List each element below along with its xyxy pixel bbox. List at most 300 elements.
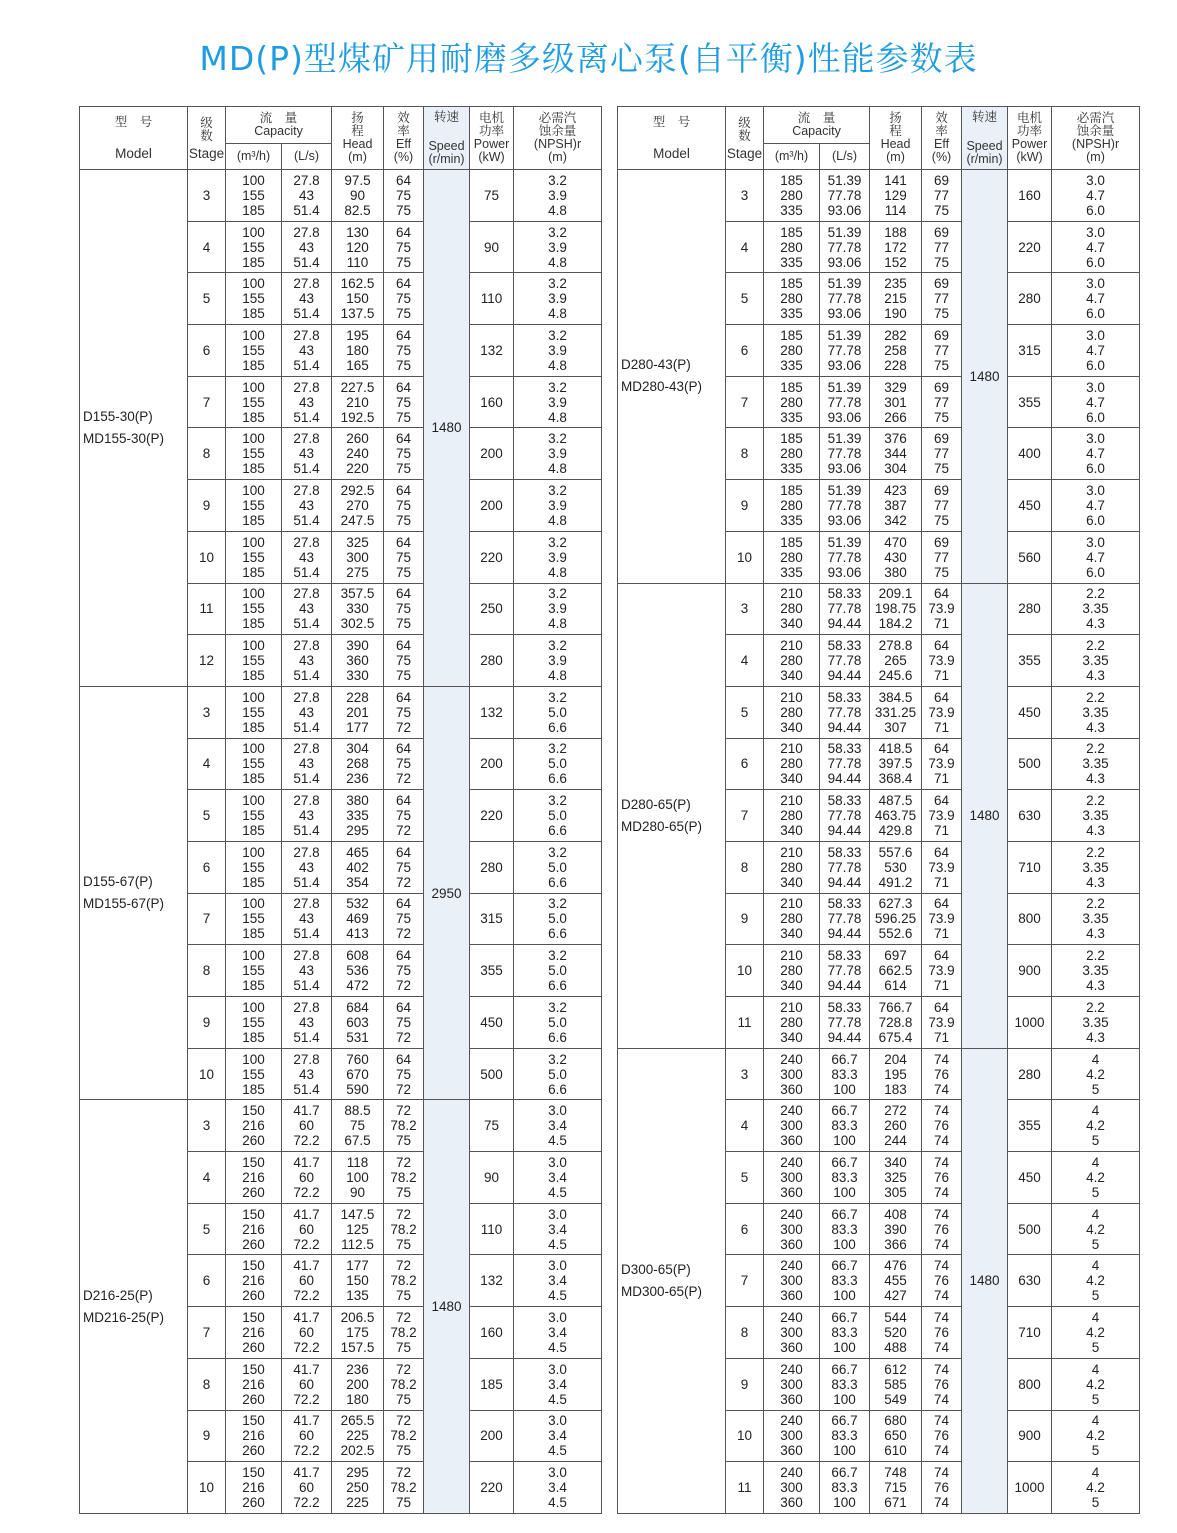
stage-cell: 8	[188, 428, 226, 480]
power-cell: 355	[1008, 635, 1052, 687]
head-cell: 227.5 210 192.5	[332, 376, 384, 428]
capacity-m3h-cell: 240 300 360	[764, 1100, 820, 1152]
table-row	[618, 170, 1140, 222]
stage-cell: 4	[726, 1100, 764, 1152]
stage-cell: 5	[726, 1152, 764, 1204]
head-cell: 697 662.5 614	[870, 945, 922, 997]
capacity-m3h-cell: 100 155 185	[226, 273, 282, 325]
head-cell: 376 344 304	[870, 428, 922, 480]
head-cell: 282 258 228	[870, 325, 922, 377]
model-name: D155-67(P)	[83, 874, 153, 890]
head-cell: 557.6 530 491.2	[870, 841, 922, 893]
head-cell: 295 250 225	[332, 1462, 384, 1514]
stage-cell: 4	[188, 1152, 226, 1204]
capacity-m3h-cell: 240 300 360	[764, 1203, 820, 1255]
speed-cell: 1480	[424, 1100, 470, 1514]
head-cell: 304 268 236	[332, 738, 384, 790]
table-row	[80, 686, 602, 738]
power-cell: 450	[1008, 686, 1052, 738]
capacity-m3h-cell: 240 300 360	[764, 1307, 820, 1359]
head-cell: 408 390 366	[870, 1203, 922, 1255]
speed-cell: 1480	[424, 170, 470, 687]
head-cell: 384.5 331.25 307	[870, 686, 922, 738]
head-cell: 680 650 610	[870, 1410, 922, 1462]
speed-cell: 1480	[962, 583, 1008, 1048]
header-row-1	[618, 107, 1140, 144]
head-cell: 188 172 152	[870, 221, 922, 273]
capacity-ls-cell: 27.8 43 51.4	[282, 170, 332, 222]
eff-cell: 72 78.2 75	[384, 1100, 424, 1152]
head-cell: 88.5 75 67.5	[332, 1100, 384, 1152]
capacity-ls-cell: 58.33 77.78 94.44	[820, 635, 870, 687]
capacity-ls-cell: 58.33 77.78 94.44	[820, 997, 870, 1049]
power-cell: 900	[1008, 1410, 1052, 1462]
stage-cell: 3	[726, 170, 764, 222]
capacity-ls-cell: 27.8 43 51.4	[282, 273, 332, 325]
header-capacity: 流 量 Capacity	[226, 107, 332, 144]
head-cell: 130 120 110	[332, 221, 384, 273]
eff-cell: 64 73.9 71	[922, 583, 962, 635]
eff-cell: 64 73.9 71	[922, 790, 962, 842]
eff-cell: 74 76 74	[922, 1203, 962, 1255]
stage-cell: 7	[726, 376, 764, 428]
head-cell: 228 201 177	[332, 686, 384, 738]
model-name: MD155-67(P)	[83, 896, 165, 912]
npsh-cell: 4 4.2 5	[1052, 1462, 1140, 1514]
stage-cell: 3	[726, 1048, 764, 1100]
power-cell: 355	[1008, 1100, 1052, 1152]
eff-cell: 72 78.2 75	[384, 1307, 424, 1359]
capacity-m3h-cell: 100 155 185	[226, 841, 282, 893]
header-model-cn: 型 号	[652, 115, 691, 129]
eff-cell: 69 77 75	[922, 531, 962, 583]
model-name: MD216-25(P)	[83, 1309, 165, 1325]
power-cell: 160	[1008, 170, 1052, 222]
capacity-m3h-cell: 100 155 185	[226, 893, 282, 945]
npsh-cell: 2.2 3.35 4.3	[1052, 686, 1140, 738]
stage-cell: 10	[726, 531, 764, 583]
npsh-cell: 4 4.2 5	[1052, 1255, 1140, 1307]
capacity-m3h-cell: 150 216 260	[226, 1410, 282, 1462]
header-stage: 级 数 Stage	[726, 107, 764, 170]
eff-cell: 64 73.9 71	[922, 841, 962, 893]
capacity-ls-cell: 27.8 43 51.4	[282, 841, 332, 893]
power-cell: 280	[1008, 273, 1052, 325]
power-cell: 710	[1008, 1307, 1052, 1359]
eff-cell: 74 76 74	[922, 1048, 962, 1100]
stage-cell: 9	[188, 1410, 226, 1462]
eff-cell: 69 77 75	[922, 325, 962, 377]
capacity-ls-cell: 66.7 83.3 100	[820, 1307, 870, 1359]
header-speed: 转速 Speed (r/min)	[424, 107, 470, 170]
stage-cell: 10	[726, 1410, 764, 1462]
power-cell: 160	[470, 376, 514, 428]
capacity-ls-cell: 27.8 43 51.4	[282, 583, 332, 635]
head-cell: 423 387 342	[870, 480, 922, 532]
head-cell: 204 195 183	[870, 1048, 922, 1100]
eff-cell: 64 75 72	[384, 1048, 424, 1100]
head-cell: 195 180 165	[332, 325, 384, 377]
capacity-ls-cell: 58.33 77.78 94.44	[820, 583, 870, 635]
table-header	[80, 107, 602, 170]
head-cell: 272 260 244	[870, 1100, 922, 1152]
capacity-m3h-cell: 185 280 335	[764, 531, 820, 583]
capacity-ls-cell: 27.8 43 51.4	[282, 531, 332, 583]
npsh-cell: 3.2 3.9 4.8	[514, 376, 602, 428]
head-cell: 265.5 225 202.5	[332, 1410, 384, 1462]
capacity-m3h-cell: 210 280 340	[764, 841, 820, 893]
head-cell: 470 430 380	[870, 531, 922, 583]
capacity-ls-cell: 51.39 77.78 93.06	[820, 273, 870, 325]
head-cell: 177 150 135	[332, 1255, 384, 1307]
npsh-cell: 3.0 4.7 6.0	[1052, 428, 1140, 480]
power-cell: 250	[470, 583, 514, 635]
power-cell: 185	[470, 1358, 514, 1410]
eff-cell: 64 75 72	[384, 686, 424, 738]
power-cell: 220	[470, 790, 514, 842]
model-name: MD280-43(P)	[621, 379, 703, 395]
power-cell: 450	[1008, 1152, 1052, 1204]
header-npsh: 必需汽 蚀余量 (NPSH)r (m)	[514, 107, 602, 170]
head-cell: 487.5 463.75 429.8	[870, 790, 922, 842]
npsh-cell: 3.0 4.7 6.0	[1052, 531, 1140, 583]
npsh-cell: 3.2 3.9 4.8	[514, 583, 602, 635]
capacity-ls-cell: 41.7 60 72.2	[282, 1255, 332, 1307]
head-cell: 418.5 397.5 368.4	[870, 738, 922, 790]
eff-cell: 74 76 74	[922, 1255, 962, 1307]
eff-cell: 64 75 75	[384, 376, 424, 428]
stage-cell: 5	[726, 273, 764, 325]
eff-cell: 72 78.2 75	[384, 1358, 424, 1410]
npsh-cell: 4 4.2 5	[1052, 1307, 1140, 1359]
capacity-m3h-cell: 185 280 335	[764, 428, 820, 480]
power-cell: 200	[470, 1410, 514, 1462]
npsh-cell: 3.2 5.0 6.6	[514, 997, 602, 1049]
stage-cell: 6	[726, 738, 764, 790]
capacity-m3h-cell: 240 300 360	[764, 1152, 820, 1204]
npsh-cell: 3.0 3.4 4.5	[514, 1152, 602, 1204]
model-name: D155-30(P)	[83, 408, 153, 424]
capacity-m3h-cell: 210 280 340	[764, 790, 820, 842]
power-cell: 1000	[1008, 1462, 1052, 1514]
capacity-m3h-cell: 210 280 340	[764, 635, 820, 687]
capacity-ls-cell: 41.7 60 72.2	[282, 1152, 332, 1204]
npsh-cell: 3.2 3.9 4.8	[514, 325, 602, 377]
eff-cell: 64 73.9 71	[922, 893, 962, 945]
model-name: MD155-30(P)	[83, 430, 165, 446]
power-cell: 220	[470, 1462, 514, 1514]
capacity-m3h-cell: 185 280 335	[764, 221, 820, 273]
header-capacity-ls: (L/s)	[282, 144, 332, 170]
eff-cell: 64 75 75	[384, 170, 424, 222]
head-cell: 209.1 198.75 184.2	[870, 583, 922, 635]
head-cell: 608 536 472	[332, 945, 384, 997]
capacity-ls-cell: 27.8 43 51.4	[282, 480, 332, 532]
power-cell: 1000	[1008, 997, 1052, 1049]
power-cell: 355	[470, 945, 514, 997]
npsh-cell: 3.0 4.7 6.0	[1052, 170, 1140, 222]
stage-cell: 9	[726, 480, 764, 532]
eff-cell: 64 75 72	[384, 738, 424, 790]
stage-cell: 7	[188, 1307, 226, 1359]
npsh-cell: 2.2 3.35 4.3	[1052, 945, 1140, 997]
stage-cell: 6	[188, 1255, 226, 1307]
npsh-cell: 3.2 5.0 6.6	[514, 686, 602, 738]
eff-cell: 69 77 75	[922, 273, 962, 325]
eff-cell: 64 75 75	[384, 221, 424, 273]
head-cell: 235 215 190	[870, 273, 922, 325]
head-cell: 380 335 295	[332, 790, 384, 842]
stage-cell: 4	[726, 635, 764, 687]
npsh-cell: 2.2 3.35 4.3	[1052, 790, 1140, 842]
power-cell: 132	[470, 1255, 514, 1307]
header-capacity-ls: (L/s)	[820, 144, 870, 170]
head-cell: 766.7 728.8 675.4	[870, 997, 922, 1049]
eff-cell: 69 77 75	[922, 428, 962, 480]
capacity-ls-cell: 41.7 60 72.2	[282, 1100, 332, 1152]
stage-cell: 7	[726, 790, 764, 842]
head-cell: 390 360 330	[332, 635, 384, 687]
eff-cell: 64 75 72	[384, 841, 424, 893]
capacity-m3h-cell: 100 155 185	[226, 325, 282, 377]
capacity-ls-cell: 27.8 43 51.4	[282, 790, 332, 842]
capacity-m3h-cell: 210 280 340	[764, 583, 820, 635]
header-capacity: 流 量 Capacity	[764, 107, 870, 144]
stage-cell: 8	[726, 841, 764, 893]
capacity-ls-cell: 27.8 43 51.4	[282, 376, 332, 428]
head-cell: 118 100 90	[332, 1152, 384, 1204]
header-eff: 效 率 Eff (%)	[384, 107, 424, 170]
eff-cell: 74 76 74	[922, 1462, 962, 1514]
capacity-ls-cell: 27.8 43 51.4	[282, 738, 332, 790]
eff-cell: 64 75 72	[384, 945, 424, 997]
stage-cell: 8	[188, 1358, 226, 1410]
capacity-m3h-cell: 100 155 185	[226, 428, 282, 480]
table-row	[618, 1048, 1140, 1100]
stage-cell: 6	[726, 325, 764, 377]
model-name: MD280-65(P)	[621, 818, 703, 834]
stage-cell: 11	[188, 583, 226, 635]
npsh-cell: 2.2 3.35 4.3	[1052, 893, 1140, 945]
header-eff: 效 率 Eff (%)	[922, 107, 962, 170]
stage-cell: 10	[188, 531, 226, 583]
speed-cell: 1480	[962, 170, 1008, 584]
stage-cell: 8	[726, 1307, 764, 1359]
head-cell: 236 200 180	[332, 1358, 384, 1410]
capacity-ls-cell: 58.33 77.78 94.44	[820, 945, 870, 997]
npsh-cell: 3.0 4.7 6.0	[1052, 376, 1140, 428]
power-cell: 200	[470, 480, 514, 532]
capacity-ls-cell: 41.7 60 72.2	[282, 1203, 332, 1255]
power-cell: 315	[470, 893, 514, 945]
power-cell: 160	[470, 1307, 514, 1359]
power-cell: 90	[470, 1152, 514, 1204]
capacity-ls-cell: 58.33 77.78 94.44	[820, 738, 870, 790]
head-cell: 748 715 671	[870, 1462, 922, 1514]
stage-cell: 4	[188, 221, 226, 273]
capacity-ls-cell: 66.7 83.3 100	[820, 1203, 870, 1255]
stage-cell: 5	[726, 686, 764, 738]
capacity-ls-cell: 66.7 83.3 100	[820, 1410, 870, 1462]
model-name: D280-65(P)	[621, 796, 691, 812]
power-cell: 75	[470, 1100, 514, 1152]
npsh-cell: 4 4.2 5	[1052, 1358, 1140, 1410]
capacity-m3h-cell: 210 280 340	[764, 945, 820, 997]
stage-cell: 10	[726, 945, 764, 997]
power-cell: 500	[1008, 1203, 1052, 1255]
stage-cell: 4	[726, 221, 764, 273]
header-power: 电机 功率 Power (kW)	[1008, 107, 1052, 170]
capacity-ls-cell: 51.39 77.78 93.06	[820, 170, 870, 222]
stage-cell: 5	[188, 790, 226, 842]
capacity-ls-cell: 58.33 77.78 94.44	[820, 893, 870, 945]
capacity-ls-cell: 51.39 77.78 93.06	[820, 428, 870, 480]
capacity-m3h-cell: 150 216 260	[226, 1358, 282, 1410]
model-cell	[618, 583, 726, 1048]
capacity-ls-cell: 41.7 60 72.2	[282, 1410, 332, 1462]
npsh-cell: 3.2 5.0 6.6	[514, 841, 602, 893]
stage-cell: 8	[188, 945, 226, 997]
page-title: MD(P)型煤矿用耐磨多级离心泵(自平衡)性能参数表	[199, 39, 978, 78]
header-head: 扬 程 Head (m)	[870, 107, 922, 170]
power-cell: 280	[470, 841, 514, 893]
head-cell: 465 402 354	[332, 841, 384, 893]
power-cell: 450	[470, 997, 514, 1049]
eff-cell: 69 77 75	[922, 480, 962, 532]
capacity-m3h-cell: 150 216 260	[226, 1255, 282, 1307]
capacity-m3h-cell: 100 155 185	[226, 1048, 282, 1100]
header-model	[80, 107, 188, 170]
npsh-cell: 3.0 4.7 6.0	[1052, 273, 1140, 325]
capacity-m3h-cell: 150 216 260	[226, 1203, 282, 1255]
capacity-ls-cell: 51.39 77.78 93.06	[820, 221, 870, 273]
head-cell: 162.5 150 137.5	[332, 273, 384, 325]
model-cell	[80, 170, 188, 687]
npsh-cell: 3.0 3.4 4.5	[514, 1462, 602, 1514]
power-cell: 560	[1008, 531, 1052, 583]
table-row	[80, 170, 602, 222]
stage-cell: 9	[726, 893, 764, 945]
capacity-m3h-cell: 150 216 260	[226, 1462, 282, 1514]
power-cell: 500	[470, 1048, 514, 1100]
eff-cell: 72 78.2 75	[384, 1152, 424, 1204]
capacity-m3h-cell: 100 155 185	[226, 376, 282, 428]
capacity-ls-cell: 66.7 83.3 100	[820, 1358, 870, 1410]
table-header	[618, 107, 1140, 170]
head-cell: 357.5 330 302.5	[332, 583, 384, 635]
npsh-cell: 2.2 3.35 4.3	[1052, 635, 1140, 687]
capacity-m3h-cell: 150 216 260	[226, 1307, 282, 1359]
capacity-m3h-cell: 100 155 185	[226, 480, 282, 532]
npsh-cell: 3.0 3.4 4.5	[514, 1203, 602, 1255]
power-cell: 280	[1008, 583, 1052, 635]
capacity-ls-cell: 27.8 43 51.4	[282, 221, 332, 273]
eff-cell: 74 76 74	[922, 1307, 962, 1359]
capacity-m3h-cell: 240 300 360	[764, 1462, 820, 1514]
head-cell: 260 240 220	[332, 428, 384, 480]
stage-cell: 3	[188, 170, 226, 222]
head-cell: 292.5 270 247.5	[332, 480, 384, 532]
npsh-cell: 3.2 3.9 4.8	[514, 635, 602, 687]
header-model-cn: 型 号	[114, 115, 153, 129]
capacity-m3h-cell: 100 155 185	[226, 738, 282, 790]
capacity-m3h-cell: 210 280 340	[764, 997, 820, 1049]
performance-table-right	[617, 106, 1140, 1514]
npsh-cell: 4 4.2 5	[1052, 1152, 1140, 1204]
power-cell: 900	[1008, 945, 1052, 997]
stage-cell: 3	[188, 686, 226, 738]
model-cell	[80, 1100, 188, 1514]
eff-cell: 64 73.9 71	[922, 686, 962, 738]
head-cell: 147.5 125 112.5	[332, 1203, 384, 1255]
capacity-m3h-cell: 185 280 335	[764, 480, 820, 532]
npsh-cell: 3.2 5.0 6.6	[514, 738, 602, 790]
model-name: D216-25(P)	[83, 1287, 153, 1303]
power-cell: 132	[470, 686, 514, 738]
head-cell: 278.8 265 245.6	[870, 635, 922, 687]
stage-cell: 10	[188, 1048, 226, 1100]
npsh-cell: 2.2 3.35 4.3	[1052, 997, 1140, 1049]
head-cell: 532 469 413	[332, 893, 384, 945]
eff-cell: 64 75 72	[384, 790, 424, 842]
stage-cell: 9	[188, 480, 226, 532]
eff-cell: 69 77 75	[922, 170, 962, 222]
npsh-cell: 3.2 5.0 6.6	[514, 893, 602, 945]
eff-cell: 64 73.9 71	[922, 945, 962, 997]
header-stage: 级 数 Stage	[188, 107, 226, 170]
npsh-cell: 3.0 3.4 4.5	[514, 1100, 602, 1152]
capacity-ls-cell: 51.39 77.78 93.06	[820, 531, 870, 583]
capacity-ls-cell: 27.8 43 51.4	[282, 1048, 332, 1100]
power-cell: 500	[1008, 738, 1052, 790]
power-cell: 630	[1008, 790, 1052, 842]
head-cell: 97.5 90 82.5	[332, 170, 384, 222]
capacity-m3h-cell: 100 155 185	[226, 686, 282, 738]
eff-cell: 64 75 75	[384, 428, 424, 480]
capacity-ls-cell: 41.7 60 72.2	[282, 1358, 332, 1410]
capacity-ls-cell: 41.7 60 72.2	[282, 1307, 332, 1359]
power-cell: 315	[1008, 325, 1052, 377]
npsh-cell: 3.0 4.7 6.0	[1052, 480, 1140, 532]
table-row	[80, 1100, 602, 1152]
head-cell: 684 603 531	[332, 997, 384, 1049]
header-stage-en: Stage	[726, 145, 763, 161]
npsh-cell: 3.2 3.9 4.8	[514, 531, 602, 583]
eff-cell: 64 75 75	[384, 273, 424, 325]
capacity-m3h-cell: 150 216 260	[226, 1100, 282, 1152]
head-cell: 325 300 275	[332, 531, 384, 583]
header-speed: 转速 Speed (r/min)	[962, 107, 1008, 170]
power-cell: 450	[1008, 480, 1052, 532]
eff-cell: 72 78.2 75	[384, 1203, 424, 1255]
stage-cell: 3	[188, 1100, 226, 1152]
power-cell: 280	[1008, 1048, 1052, 1100]
capacity-m3h-cell: 240 300 360	[764, 1410, 820, 1462]
header-model-en: Model	[115, 146, 152, 161]
stage-cell: 7	[188, 893, 226, 945]
npsh-cell: 3.2 3.9 4.8	[514, 170, 602, 222]
capacity-m3h-cell: 100 155 185	[226, 583, 282, 635]
capacity-ls-cell: 58.33 77.78 94.44	[820, 841, 870, 893]
npsh-cell: 3.0 3.4 4.5	[514, 1307, 602, 1359]
npsh-cell: 4 4.2 5	[1052, 1100, 1140, 1152]
eff-cell: 74 76 74	[922, 1358, 962, 1410]
head-cell: 612 585 549	[870, 1358, 922, 1410]
head-cell: 627.3 596.25 552.6	[870, 893, 922, 945]
capacity-ls-cell: 41.7 60 72.2	[282, 1462, 332, 1514]
capacity-ls-cell: 27.8 43 51.4	[282, 428, 332, 480]
power-cell: 800	[1008, 1358, 1052, 1410]
